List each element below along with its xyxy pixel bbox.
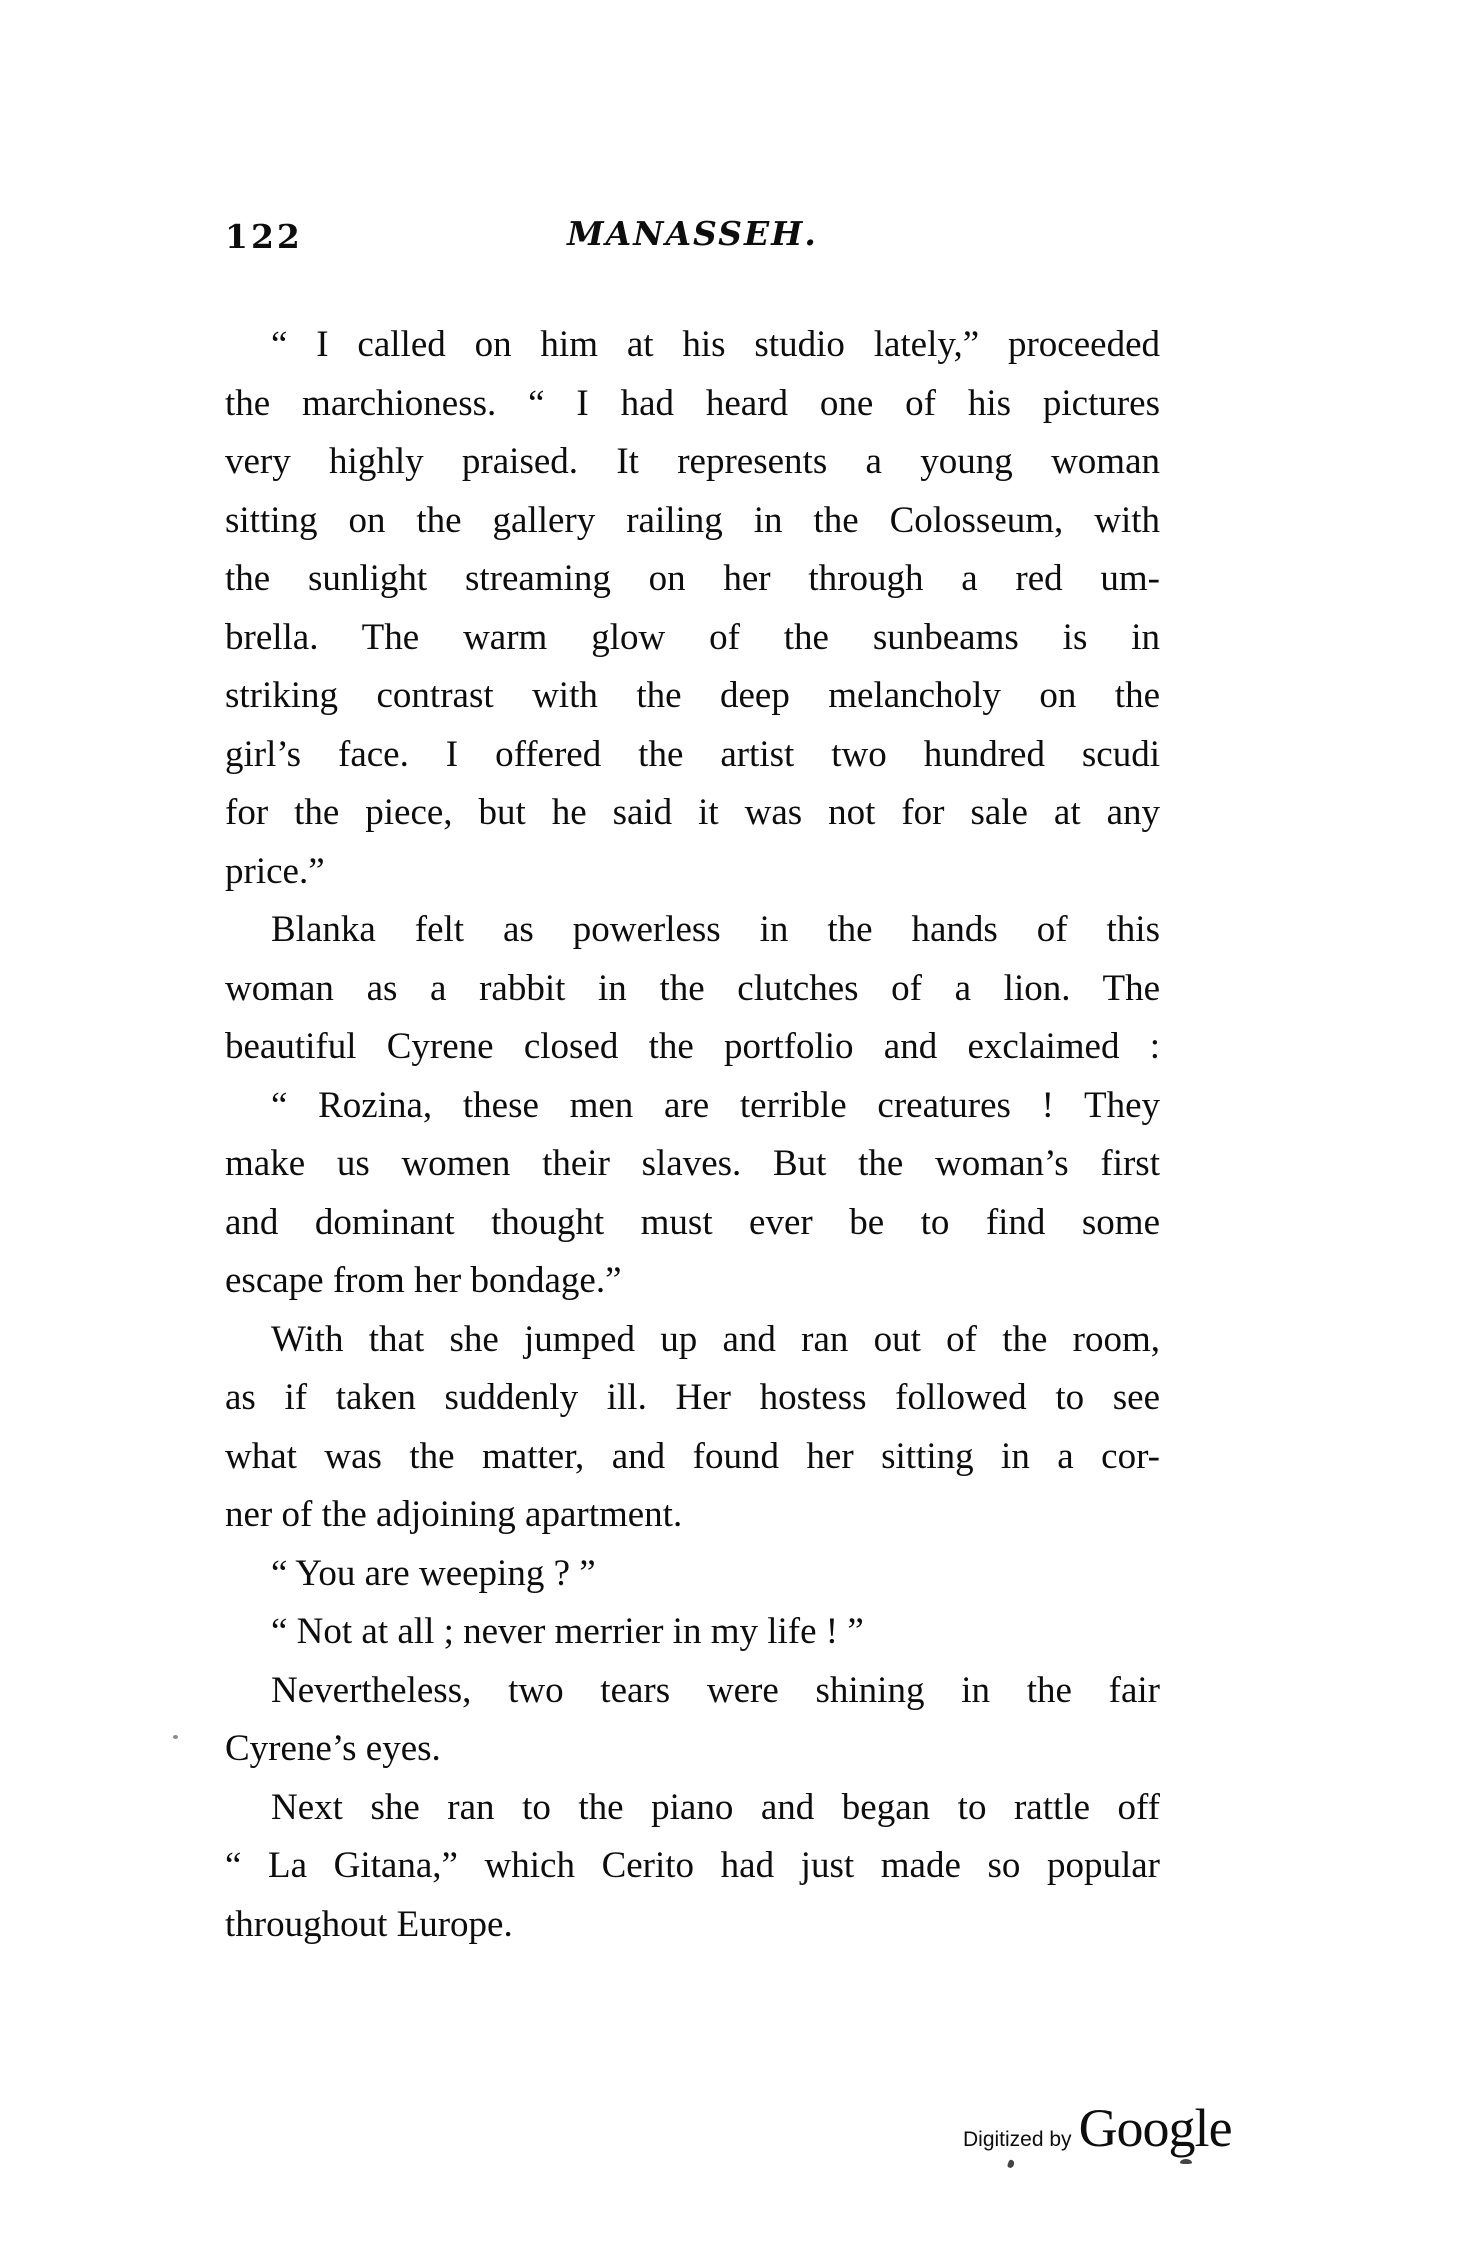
running-head <box>225 214 1160 260</box>
page-title: MANASSEH. <box>567 214 818 253</box>
scan-artifact-speck <box>1007 2159 1015 2169</box>
text-line: beautiful Cyrene closed the portfolio and exclaimed : <box>225 1026 1160 1067</box>
text-line: as if taken suddenly ill. Her hostess followed to see <box>225 1377 1160 1418</box>
scan-artifact-speck <box>1180 2159 1192 2164</box>
text-line: “ Rozina, these men are terrible creatures ! They <box>271 1084 1160 1126</box>
text-line: and dominant thought must ever be to find some <box>225 1201 1160 1243</box>
text-line: “ La Gitana,” which Cerito had just made so popular <box>225 1845 1160 1886</box>
scan-artifact-dot <box>173 1735 178 1739</box>
text-line: girl’s face. I offered the artist two hundred scudi <box>225 733 1160 775</box>
text-line: ner of the adjoining apartment. <box>225 1494 683 1535</box>
text-line: very highly praised. It represents a young woman <box>225 441 1160 482</box>
text-line: for the piece, but he said it was not for sale at any <box>225 792 1160 833</box>
digitized-by-label: Digitized by <box>963 2128 1072 2151</box>
text-line: “ You are weeping ? ” <box>271 1552 596 1594</box>
text-line: “ I called on him at his studio lately,” proceeded <box>271 324 1160 365</box>
text-line: Nevertheless, two tears were shining in the fair <box>271 1669 1160 1711</box>
text-line: sitting on the gallery railing in the Colosseum, with <box>225 499 1160 541</box>
text-line: woman as a rabbit in the clutches of a lion. The <box>225 967 1160 1009</box>
digitized-by-credit <box>963 2097 1232 2159</box>
text-line: what was the matter, and found her sitting in a cor- <box>225 1435 1160 1477</box>
text-line: the marchioness. “ I had heard one of his pictures <box>225 382 1160 424</box>
text-line: Next she ran to the piano and began to rattle off <box>271 1786 1160 1828</box>
text-line: With that she jumped up and ran out of the room, <box>271 1318 1160 1360</box>
text-line: make us women their slaves. But the woman’s first <box>225 1143 1160 1184</box>
google-logo: Google <box>1078 2098 1232 2158</box>
text-line: Cyrene’s eyes. <box>225 1728 441 1769</box>
page-number: 122 <box>225 217 303 256</box>
text-line: the sunlight streaming on her through a red um- <box>225 558 1160 599</box>
text-line: price.” <box>225 850 325 892</box>
text-line: brella. The warm glow of the sunbeams is in <box>225 616 1160 658</box>
text-line: escape from her bondage.” <box>225 1260 622 1301</box>
text-line: “ Not at all ; never merrier in my life ! ” <box>271 1611 864 1652</box>
text-line: striking contrast with the deep melancholy on the <box>225 675 1160 716</box>
text-line: throughout Europe. <box>225 1903 513 1945</box>
text-line: Blanka felt as powerless in the hands of this <box>271 909 1160 950</box>
text-block <box>225 316 1160 1954</box>
